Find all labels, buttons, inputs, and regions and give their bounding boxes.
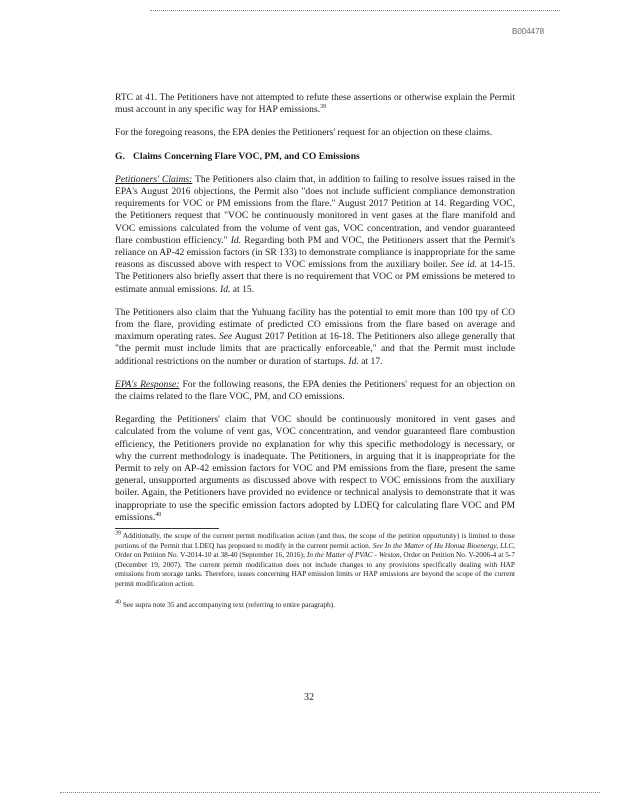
bottom-scan-border <box>60 792 600 794</box>
bates-number: B004478 <box>512 27 545 36</box>
response-paragraph: EPA's Response: For the following reasons, the EPA denies the Petitioners' request for an objection on the claims related to the flare VOC, PM, and CO emissions. <box>115 378 515 403</box>
footnote-separator <box>115 528 219 529</box>
analysis-paragraph: Regarding the Petitioners' claim that VOC should be continuously monitored in vent gases and calculated from the volume of vent gas, VOC concentration, and vendor guaranteed flare combustion efficiency, the Petitioners provide no explanation for why this specific methodology is necessary, or why the current methodology is inadequate. The Petitioners, in arguing that it is inappropriate for the Permit to rely on AP-42 emission factors for VOC and PM emissions from the flare, present the same general, unsupported arguments as discussed above with respect to VOC emissions from the auxiliary boiler. Again, the Petitioners have provided no evidence or technical analysis to demonstrate that it was inappropriate to use the specific emission factors adopted by LDEQ for calculating flare VOC and PM emissions.$^{40}$ <box>115 414 515 523</box>
response-label: EPA's Response: <box>115 378 180 390</box>
footnote-ref-39[interactable]: 39 <box>320 104 327 111</box>
claim-paragraph: Petitioners' Claims: The Petitioners also claim that, in addition to failing to resolve issues raised in the EPA's August 2016 objections, the Permit also "does not include sufficient compliance demonstration requirements for VOC or PM emissions from the flare." August 2017 Petition at 14. Regarding VOC, the Petitioners request that "VOC be continuously monitored in vent gases at the flare manifold and VOC emissions calculated from the volume of vent gas, VOC concentration, and vendor guaranteed flare combustion efficiency." Id. Regarding both PM and VOC, the Petitioners assert that the Permit's reliance on AP-42 emission factors (in SR 133) to demonstrate compliance is inappropriate for the same reasons as discussed above with respect to VOC emissions from the auxiliary boiler. See id. at 14-15. The Petitioners also briefly assert that there is no requirement that VOC or PM emissions be metered to estimate annual emissions. Id. at 15. <box>115 173 516 295</box>
co-emissions-paragraph: The Petitioners also claim that the Yuhuang facility has the potential to emit more than 100 tpy of CO from the flare, providing estimate of predicted CO emissions from the flare based on average and maximum operating rates. See August 2017 Petition at 16-18. The Petitioners also allege generally that "the permit must include limits that are practically enforceable," and that the Permit must include additional restrictions on the number or duration of startups. Id. at 17. <box>115 306 515 367</box>
section-heading <box>115 151 515 163</box>
intro-paragraph-2: For the foregoing reasons, the EPA denies the Petitioners' request for an objection on these claims. <box>115 127 493 139</box>
claim-label: Petitioners' Claims: <box>115 173 193 185</box>
page-content <box>115 92 515 620</box>
footnote-ref-40[interactable]: 40 <box>155 511 162 518</box>
footnote-39: $^{39}$ Additionally, the scope of the current permit modification action (and thus, the scope of the petition opportunity) is limited to those portions of the Permit that LDEQ has proposed to modify in the current permit action. See In the Matter of Hu Honua Bioenergy, LLC, Order on Petition No. V-2014-10 at 38-40 (September 16, 2016); In the Matter of PVAC - Weston, Order on Petition No. V-2006-4 at 5-7 (December 19, 2007). The current permit modification does not include changes to any provisions specifically dealing with HAP emissions from storage tanks. Therefore, issues concerning HAP emission limits or HAP emissions are beyond the scope of the current permit modification action. <box>115 530 516 589</box>
section-title: Claims Concerning Flare VOC, PM, and CO Emissions <box>133 150 360 162</box>
top-scan-border <box>150 10 560 12</box>
page-number: 32 <box>304 692 314 703</box>
section-number: G. <box>115 150 125 162</box>
footnote-40: $^{40}$ See supra note 35 and accompanying text (referring to entire paragraph). <box>115 599 335 609</box>
intro-paragraph-1: RTC at 41. The Petitioners have not attempted to refute these assertions or otherwise explain the Permit must account in any specific way for HAP emissions.$^{39}$ <box>115 92 515 116</box>
